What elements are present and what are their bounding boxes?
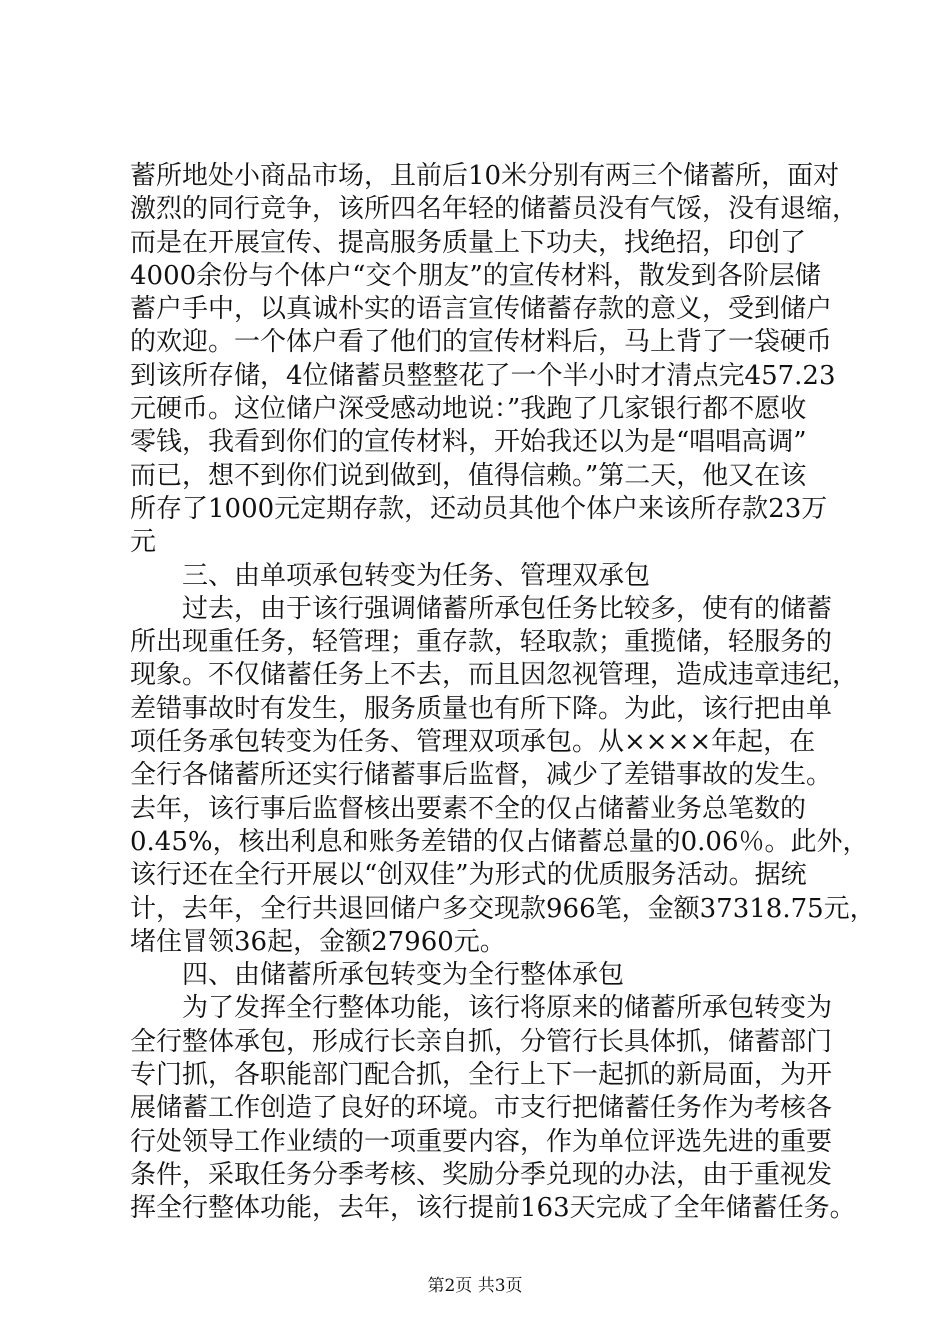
- text-line: 堵住冒领36起，金额27960元。: [130, 926, 506, 957]
- section-heading-4: 四、由储蓄所承包转变为全行整体承包: [182, 960, 625, 991]
- page-footer: 第2页 共3页: [427, 1276, 523, 1296]
- text-line: 的欢迎。一个体户看了他们的宣传材料后，马上背了一袋硬币: [130, 327, 833, 358]
- text-line: 项任务承包转变为任务、管理双项承包。从××××年起，在: [130, 727, 816, 758]
- text-line: 展储蓄工作创造了良好的环境。市支行把储蓄任务作为考核各: [130, 1093, 833, 1124]
- document-body: [130, 160, 876, 1226]
- text-line: 0.45%，核出利息和账务差错的仅占储蓄总量的0.06％。此外，: [130, 826, 869, 857]
- section-heading-3: 三、由单项承包转变为任务、管理双承包: [182, 560, 651, 591]
- text-line: 差错事故时有发生，服务质量也有所下降。为此，该行把由单: [130, 693, 833, 724]
- text-line: 蓄所地处小商品市场，且前后10米分别有两三个储蓄所，面对: [130, 161, 840, 191]
- text-line: 零钱，我看到你们的宣传材料，开始我还以为是“唱唱高调”: [130, 427, 807, 458]
- text-line: 而已，想不到你们说到做到，值得信赖。”第二天，他又在该: [130, 460, 807, 491]
- text-line: 到该所存储，4位储蓄员整整花了一个半小时才清点完457.23: [130, 360, 836, 391]
- text-line: 4000余份与个体户“交个朋友”的宣传材料，散发到各阶层储: [130, 260, 821, 291]
- text-line: 去年，该行事后监督核出要素不全的仅占储蓄业务总笔数的: [130, 793, 807, 824]
- text-line: 蓄户手中，以真诚朴实的语言宣传储蓄存款的意义，受到储户: [130, 294, 833, 325]
- text-line: 元硬币。这位储户深受感动地说：”我跑了几家银行都不愿收: [130, 394, 807, 425]
- text-line: 行处领导工作业绩的一项重要内容，作为单位评选先进的重要: [130, 1126, 833, 1157]
- text-line: 条件，采取任务分季考核、奖励分季兑现的办法，由于重视发: [130, 1159, 833, 1190]
- text-line: 元: [130, 527, 157, 558]
- text-line: 为了发挥全行整体功能，该行将原来的储蓄所承包转变为: [182, 993, 833, 1024]
- text-line: 所存了1000元定期存款，还动员其他个体户来该所存款23万: [130, 493, 828, 524]
- text-line: 计，去年，全行共退回储户多交现款966笔，金额37318.75元，: [130, 893, 876, 924]
- text-line: 全行各储蓄所还实行储蓄事后监督，减少了差错事故的发生。: [130, 760, 833, 791]
- text-line: 专门抓，各职能部门配合抓，全行上下一起抓的新局面，为开: [130, 1060, 833, 1091]
- text-line: 过去，由于该行强调储蓄所承包任务比较多，使有的储蓄: [182, 593, 833, 624]
- text-line: 现象。不仅储蓄任务上不去，而且因忽视管理，造成违章违纪，: [130, 660, 859, 691]
- text-line: 挥全行整体功能，去年，该行提前163天完成了全年储蓄任务。: [130, 1193, 856, 1224]
- text-line: 激烈的同行竞争，该所四名年轻的储蓄员没有气馁，没有退缩，: [130, 194, 859, 225]
- text-line: 全行整体承包，形成行长亲自抓，分管行长具体抓，储蓄部门: [130, 1026, 833, 1057]
- text-line: 所出现重任务，轻管理；重存款，轻取款；重揽储，轻服务的: [130, 627, 833, 658]
- text-line: 该行还在全行开展以“创双佳”为形式的优质服务活动。据统: [130, 860, 807, 891]
- text-line: 而是在开展宣传、提高服务质量上下功夫，找绝招，印创了: [130, 227, 807, 258]
